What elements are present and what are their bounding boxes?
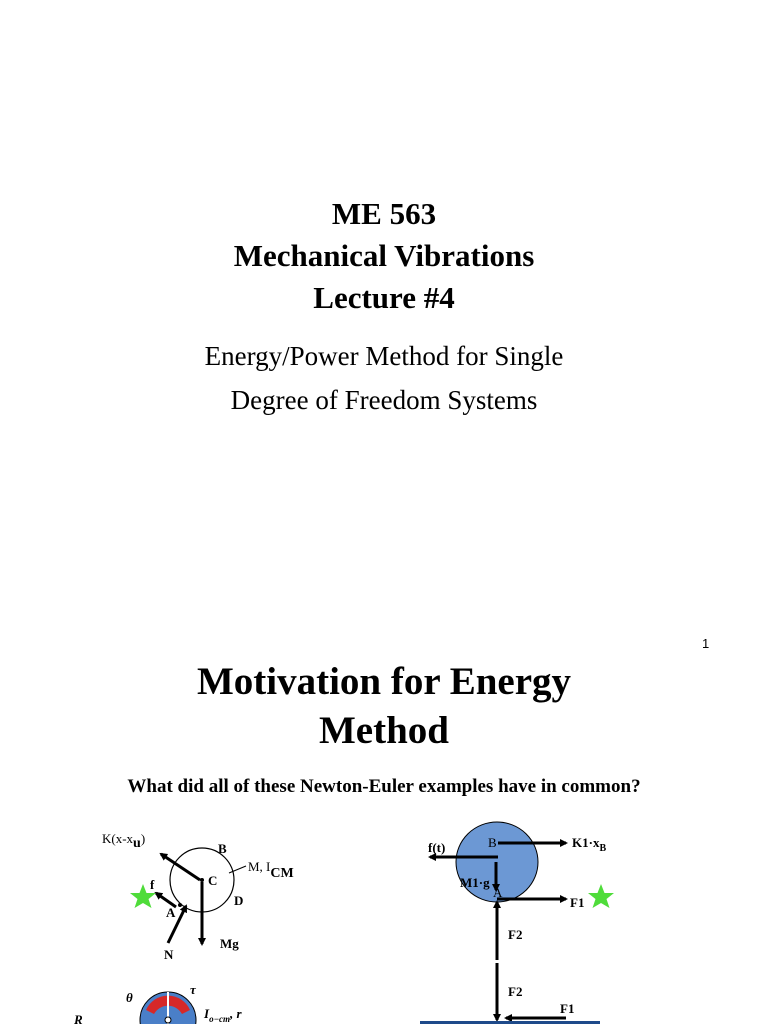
label-left-d: D [234,893,244,908]
slide1-lecture-number: Lecture #4 [313,280,455,315]
slide1-subtitle-line1: Energy/Power Method for Single [204,341,564,371]
slide1-subtitle-line2: Degree of Freedom Systems [230,385,538,415]
label-f2-upper: F2 [508,927,523,942]
label-spring-force: K(x-xu) [102,831,146,851]
label-left-b: B [218,841,227,856]
center-point [200,878,204,882]
label-normal-n: N [164,947,174,962]
disk-center-point [165,1017,171,1023]
slide1-page-number: 1 [702,636,710,651]
label-mass-inertia: M, ICM [248,859,294,881]
slide1-course-code: ME 563 [331,196,437,231]
label-right-a: A [493,885,503,900]
slide2-question: What did all of these Newton-Euler examples have in common? [127,776,641,797]
label-theta: θ [126,990,133,1005]
label-f1-top: F1 [570,895,585,910]
label-inertia: $I_{o-cm}$, r [204,1006,242,1024]
label-left-c: C [208,873,218,888]
slide2-title-line1: Motivation for Energy [196,660,572,703]
label-m1g: M1·g [460,875,490,890]
slide2-title-line2: Method [319,709,449,752]
label-f1-bottom: F1 [560,1001,575,1016]
label-ft: f(t) [428,840,446,855]
label-right-b: B [488,835,497,850]
label-tau: τ [190,982,196,997]
label-weight-mg: Mg [220,936,239,951]
label-r-bottom: R [74,1012,83,1024]
slide1-course-name: Mechanical Vibrations [233,238,535,273]
label-left-a: A [166,905,176,920]
right-free-body-diagram [420,822,614,1024]
contact-point-a [178,903,182,907]
spring-force-arrow [161,854,200,880]
label-f2-lower: F2 [508,984,523,999]
right-star-icon [588,884,614,908]
label-k1xb: $K1\cdot x_B$ [572,835,607,854]
label-left-f: f [150,877,155,892]
left-rigid-body-diagram [73,831,294,1024]
